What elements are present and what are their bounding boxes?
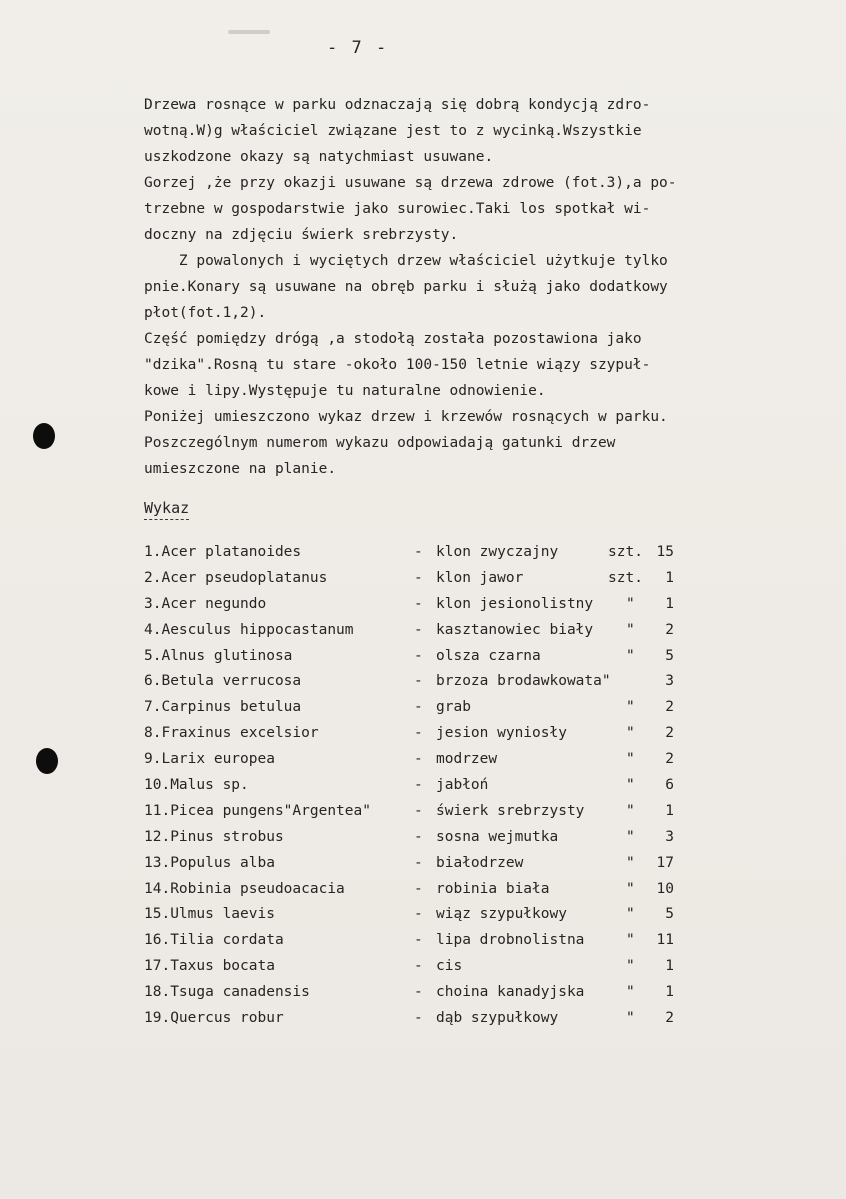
text-line: "dzika".Rosną tu stare -około 100-150 letnie wiązy szypuł- <box>144 357 651 373</box>
paper-smudge <box>228 30 270 34</box>
dash: - <box>414 544 423 560</box>
quantity: 3 <box>665 673 674 690</box>
list-item <box>144 928 704 954</box>
list-item <box>144 980 704 1006</box>
body-text <box>144 92 784 482</box>
polish-name: olsza czarna <box>436 647 541 664</box>
list-item <box>144 669 704 695</box>
list-item <box>144 877 704 903</box>
list-item <box>144 540 704 566</box>
text-line: Gorzej ,że przy okazji usuwane są drzewa zdrowe (fot.3),a po- <box>144 175 677 191</box>
quantity: 2 <box>665 751 674 768</box>
ditto-mark: " <box>626 1010 635 1027</box>
ditto-mark: " <box>626 725 635 742</box>
list-item <box>144 954 704 980</box>
ditto-mark: " <box>626 958 635 975</box>
dash: - <box>414 751 423 768</box>
text-line: Poniżej umieszczono wykaz drzew i krzewów rosnących w parku. <box>144 409 668 425</box>
dash: - <box>414 621 423 638</box>
dash: - <box>414 595 423 612</box>
polish-name: sosna wejmutka <box>436 828 559 845</box>
dash: - <box>414 828 423 845</box>
polish-name: cis <box>436 958 463 975</box>
latin-name: 18.Tsuga canadensis <box>144 984 310 1001</box>
quantity: 15 <box>656 544 674 560</box>
dash: - <box>414 647 423 664</box>
quantity: 10 <box>656 880 674 897</box>
list-item <box>144 747 704 773</box>
polish-name: wiąz szypułkowy <box>436 906 567 923</box>
text-line: pnie.Konary są usuwane na obręb parku i służą jako dodatkowy <box>144 279 668 295</box>
tree-list <box>144 540 704 1032</box>
quantity: 17 <box>656 854 674 871</box>
latin-name: 12.Pinus strobus <box>144 828 284 845</box>
ditto-mark: " <box>626 984 635 1001</box>
polish-name: brzoza brodawkowata" <box>436 673 611 690</box>
text-line: wotną.W)g właściciel związane jest to z wycinką.Wszystkie <box>144 123 642 139</box>
list-item <box>144 902 704 928</box>
dash: - <box>414 725 423 742</box>
quantity: 2 <box>665 725 674 742</box>
quantity: 3 <box>665 828 674 845</box>
latin-name: 5.Alnus glutinosa <box>144 647 293 664</box>
page-number: - 7 - <box>327 38 389 58</box>
polish-name: choina kanadyjska <box>436 984 585 1001</box>
quantity: 2 <box>665 699 674 716</box>
polish-name: dąb szypułkowy <box>436 1010 559 1027</box>
latin-name: 8.Fraxinus excelsior <box>144 725 319 742</box>
quantity: 1 <box>665 595 674 612</box>
dash: - <box>414 984 423 1001</box>
ditto-mark: " <box>626 777 635 794</box>
latin-name: 10.Malus sp. <box>144 777 249 794</box>
ditto-mark: " <box>626 621 635 638</box>
list-heading: Wykaz <box>144 498 189 520</box>
punch-hole <box>33 423 55 449</box>
list-item <box>144 618 704 644</box>
list-item <box>144 825 704 851</box>
ditto-mark: " <box>626 906 635 923</box>
list-item <box>144 644 704 670</box>
latin-name: 11.Picea pungens"Argentea" <box>144 802 371 819</box>
latin-name: 19.Quercus robur <box>144 1010 284 1027</box>
dash: - <box>414 854 423 871</box>
ditto-mark: " <box>626 828 635 845</box>
ditto-mark: " <box>626 595 635 612</box>
quantity: 5 <box>665 906 674 923</box>
dash: - <box>414 958 423 975</box>
dash: - <box>414 699 423 716</box>
latin-name: 9.Larix europea <box>144 751 275 768</box>
text-line: Poszczególnym numerom wykazu odpowiadają gatunki drzew <box>144 435 616 451</box>
quantity: 2 <box>665 621 674 638</box>
list-item <box>144 721 704 747</box>
polish-name: grab <box>436 699 471 716</box>
text-line: umieszczone na planie. <box>144 461 337 477</box>
polish-name: lipa drobnolistna <box>436 932 585 949</box>
ditto-mark: " <box>626 699 635 716</box>
latin-name: 4.Aesculus hippocastanum <box>144 621 354 638</box>
dash: - <box>414 569 423 586</box>
unit-label: szt. <box>608 569 643 586</box>
quantity: 1 <box>665 984 674 1001</box>
text-line: Drzewa rosnące w parku odznaczają się dobrą kondycją zdro- <box>144 97 651 113</box>
polish-name: świerk srebrzysty <box>436 802 585 819</box>
polish-name: kasztanowiec biały <box>436 621 594 638</box>
text-line: Z powalonych i wyciętych drzew właściciel użytkuje tylko <box>144 253 668 269</box>
ditto-mark: " <box>626 647 635 664</box>
latin-name: 2.Acer pseudoplatanus <box>144 569 328 586</box>
quantity: 11 <box>656 932 674 949</box>
quantity: 1 <box>665 802 674 819</box>
text-line: Część pomiędzy drógą ,a stodołą została pozostawiona jako <box>144 331 642 347</box>
dash: - <box>414 777 423 794</box>
dash: - <box>414 880 423 897</box>
list-item <box>144 1006 704 1032</box>
latin-name: 7.Carpinus betulua <box>144 699 302 716</box>
ditto-mark: " <box>626 854 635 871</box>
list-item <box>144 851 704 877</box>
latin-name: 15.Ulmus laevis <box>144 906 275 923</box>
polish-name: białodrzew <box>436 854 524 871</box>
ditto-mark: " <box>626 802 635 819</box>
dash: - <box>414 673 423 690</box>
quantity: 2 <box>665 1010 674 1027</box>
list-item <box>144 592 704 618</box>
latin-name: 13.Populus alba <box>144 854 275 871</box>
latin-name: 16.Tilia cordata <box>144 932 284 949</box>
dash: - <box>414 1010 423 1027</box>
text-line: płot(fot.1,2). <box>144 305 267 321</box>
quantity: 1 <box>665 569 674 586</box>
text-line: kowe i lipy.Występuje tu naturalne odnowienie. <box>144 383 546 399</box>
text-line: uszkodzone okazy są natychmiast usuwane. <box>144 149 494 165</box>
polish-name: jesion wyniosły <box>436 725 567 742</box>
text-line: trzebne w gospodarstwie jako surowiec.Taki los spotkał wi- <box>144 201 651 217</box>
list-item <box>144 773 704 799</box>
punch-hole <box>36 748 58 774</box>
unit-label: szt. <box>608 544 643 560</box>
latin-name: 1.Acer platanoides <box>144 544 302 560</box>
ditto-mark: " <box>626 751 635 768</box>
ditto-mark: " <box>626 932 635 949</box>
ditto-mark: " <box>626 880 635 897</box>
latin-name: 3.Acer negundo <box>144 595 267 612</box>
latin-name: 14.Robinia pseudoacacia <box>144 880 345 897</box>
polish-name: modrzew <box>436 751 498 768</box>
quantity: 1 <box>665 958 674 975</box>
polish-name: robinia biała <box>436 880 550 897</box>
quantity: 6 <box>665 777 674 794</box>
list-item <box>144 799 704 825</box>
dash: - <box>414 802 423 819</box>
polish-name: klon zwyczajny <box>436 544 559 560</box>
polish-name: klon jawor <box>436 569 524 586</box>
polish-name: jabłoń <box>436 777 489 794</box>
list-item <box>144 566 704 592</box>
dash: - <box>414 932 423 949</box>
text-line: doczny na zdjęciu świerk srebrzysty. <box>144 227 459 243</box>
list-item <box>144 695 704 721</box>
quantity: 5 <box>665 647 674 664</box>
dash: - <box>414 906 423 923</box>
latin-name: 17.Taxus bocata <box>144 958 275 975</box>
polish-name: klon jesionolistny <box>436 595 594 612</box>
latin-name: 6.Betula verrucosa <box>144 673 302 690</box>
